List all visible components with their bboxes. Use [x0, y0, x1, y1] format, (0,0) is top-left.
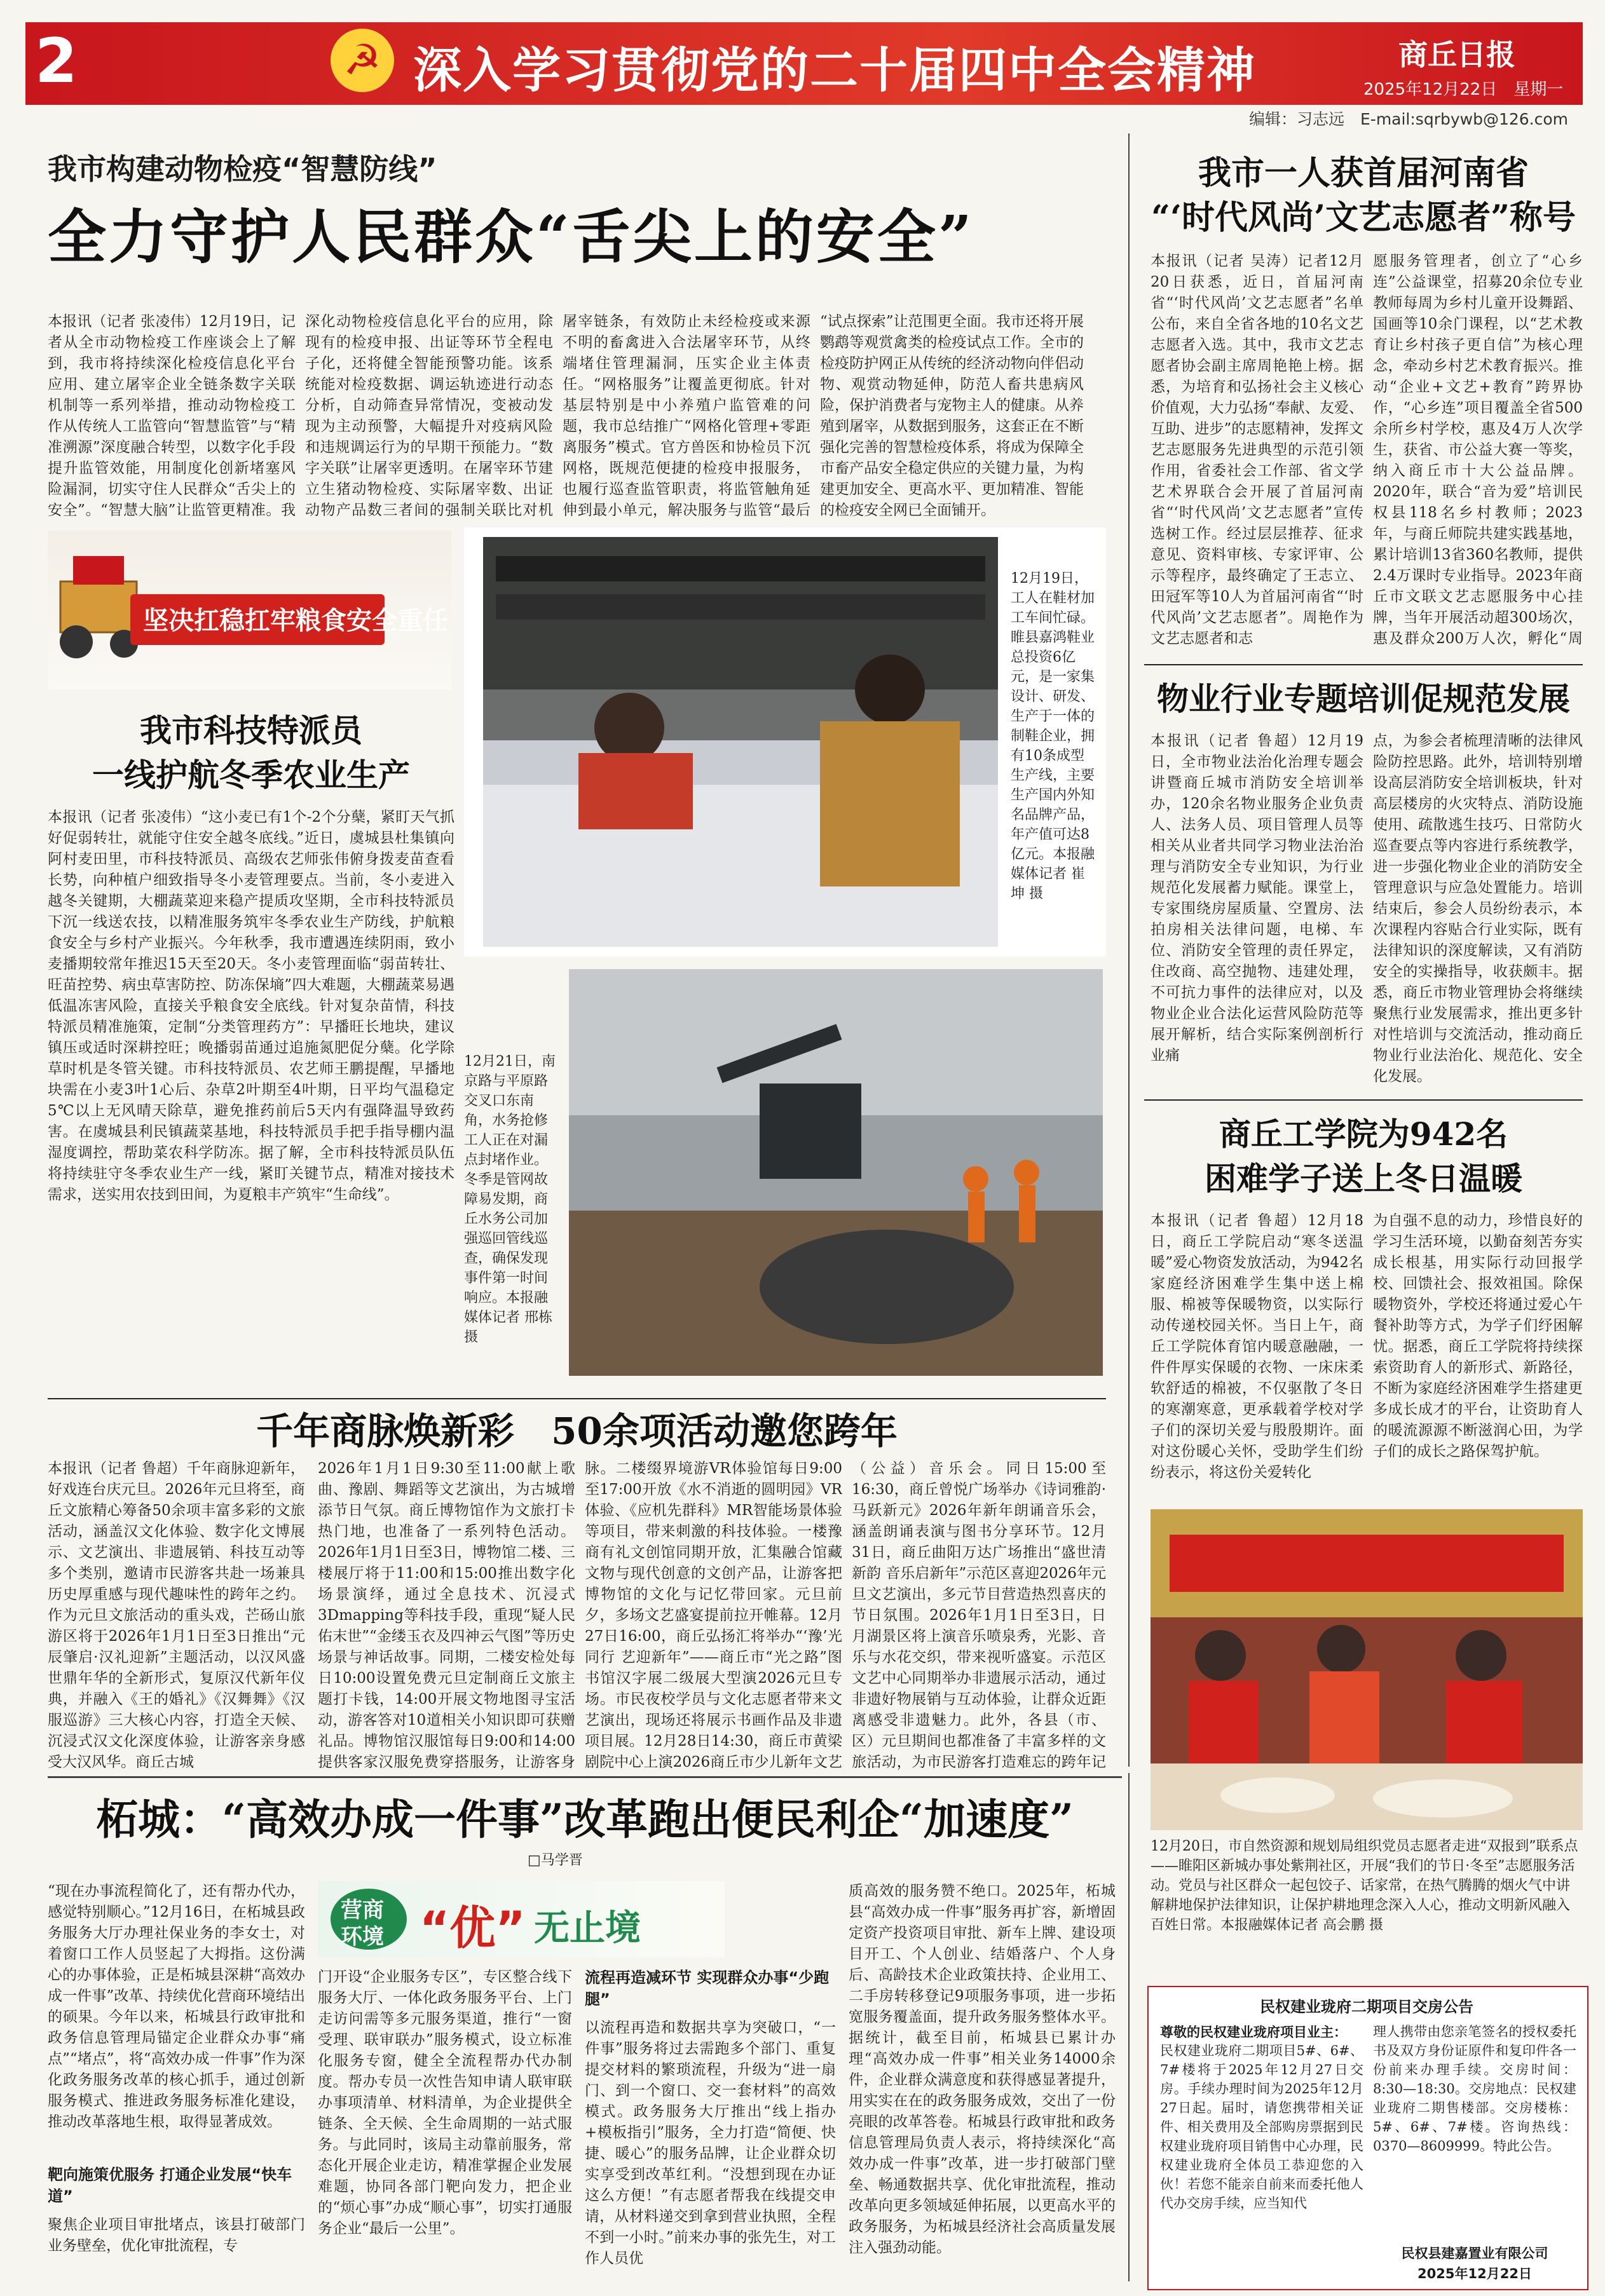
article-column: 本报讯（记者 鲁超）12月18日，商丘工学院启动“寒冬送温暖”爱心物资发放活动，为942名家庭经济困难学生集中送上棉服、棉被等保暖物资，以实际行动传递校园关怀。当日上午，商丘工学院体育馆内暖意融融，一件件厚实保暖的衣物、一床床柔软舒适的棉被，不仅驱散了冬日的寒潮寒意，更承载着学校对学子们的深切关爱与殷殷期许。面对这份暖心关怀，受助学生们纷纷表示，将这份关爱转化	[1151, 1213, 1363, 1481]
article-subheading: 靶向施策优服务 打通企业发展“快车道”	[48, 2166, 292, 2205]
byline: □马学晋	[528, 1852, 583, 1868]
photo-caption: 12月20日，市自然资源和规划局组织党员志愿者走进“双报到”联系点——睢阳区新城办事处紫荆社区，开展“我们的节日·冬至”志愿服务活动。党员与社区群众一起包饺子、话家常，在热气腾腾的烟火气中讲解耕地保护法律知识，让保护耕地理念深入人心，推动文明新风融入百姓日常。本报融媒体记者 高会鹏 摄	[1151, 1838, 1578, 1933]
photo-caption: 12月21日，南京路与平原路交叉口东南角，水务抢修工人正在对漏点封堵作业。冬季是管网故障易发期，商丘水务公司加强巡回管线巡查，确保发现事件第一时间响应。本报融媒体记者 邢栋 摄	[464, 1054, 556, 1345]
article-column: 愿服务管理者，创立了“心乡连”公益课堂，招募20余位专业教师每周为乡村儿童开设舞蹈、国画等10余门课程，以“艺术教育让乡村孩子更自信”为核心理念，牵动乡村艺术教育振兴。推动“企业+文艺+教育”跨界协作，“心乡连”项目覆盖全省500余所乡村学校，惠及4万人次学生，获省、市公益大赛一等奖，纳入商丘市十大公益品牌。2020年，联合“音为爱”培训民权县118名乡村教师；2023年，与商丘师院共建实践基地，累计培训13省360名教师，提供2.4万课时专业指导。2023年商丘市文联文艺志愿服务中心挂牌，当年开展活动超300场次，惠及群众200万人次，孵化“周	[1373, 253, 1583, 647]
article-column: （公益）音乐会。同日15:00至16:30，商丘曾悦广场举办《诗词雅韵·马跃新元》2026年新年朗诵音乐会，涵盖朗诵表演与图书分享环节。12月31日，商丘曲阳万达广场推出“盛世清新韵 音乐启新年”示范区喜迎2026年元旦文艺演出，多元节目营造热烈喜庆的节日氛围。2026年1月1日至3日，日月湖景区将上演音乐喷泉秀，光影、音乐与水花交织，带来视听盛宴。示范区文艺中心同期举办非遗展示活动，通过非遗好物展销与互动体验，让群众近距离感受非遗魅力。此外，各县（市、区）元旦期间也都准备了丰富多样的文旅活动，为市民游客打造难忘的跨年记	[852, 1460, 1106, 1770]
logo-text-tail: 无止境	[534, 1908, 641, 1949]
party-emblem-icon: ☭	[331, 29, 394, 92]
section-divider	[48, 1776, 1122, 1778]
article-column: 门开设“企业服务专区”，专区整合线下服务大厅、一体化政务服务平台、上门走访问需等多元服务渠道，推行“一窗受理、联审联办”服务模式，设立标准化服务专窗，健全全流程帮办代办制度。帮办专员一次性告知申请人联审联办事项清单、材料清单，为企业提供全链条、全天候、全生命周期的一站式服务。与此同时，该局主动靠前服务，常态化开展企业走访，精准掌握企业发展难题，协同各部门靶向发力，把企业的“烦心事”办成“顺心事”，切实打通服务企业“最后一公里”。	[318, 1969, 572, 2237]
logo-text-line1: 营商	[341, 1898, 384, 1923]
article-column: “现在办事流程简化了，还有帮办代办，感觉特别顺心。”12月16日，在柘城县政务服务大厅办理社保业务的李女士，对着窗口工作人员竖起了大拇指。这份满心的办事体验，正是柘城县深耕“高效办成一件事”改革、持续优化营商环境结出的硕果。今年以来，柘城县行政审批和政务信息管理局锚定企业群众办事“痛点”“堵点”，将“高效办成一件事”作为深化政务服务改革的核心抓手，通过创新服务模式、推进政务服务标准化建设，推动改革落地生根，取得显著成效。	[48, 1883, 305, 2130]
logo-highlight: “优”	[420, 1901, 526, 1955]
editor-credit: 编辑：习志远 E-mail:sqrbywb@126.com	[1249, 110, 1569, 128]
section-divider	[1144, 664, 1583, 665]
section-divider	[1144, 1099, 1583, 1101]
story-headline: 我市科技特派员	[140, 712, 362, 749]
story-headline: 全力守护人民群众“舌尖上的安全”	[48, 203, 974, 271]
article-column: 聚焦企业项目审批堵点，该县打破部门业务壁垒，优化审批流程，专	[48, 2217, 305, 2254]
page-number: 2	[35, 25, 78, 97]
article-column: 脉。二楼缀界境游VR体验馆每日9:00至17:00开放《水不消逝的圆明园》VR体验、《应机先群科》MR智能场景体验等项目，带来刺激的科技体验。一楼豫商有礼文创馆同期开放，汇集融合馆藏文物与现代创意的文创产品，让游客把博物馆的文化与记忆带回家。元旦前夕，多场文艺盛宴提前拉开帷幕。12月27日16:00，商丘弘扬汇将举办“‘豫’光同行 艺迎新年”——商丘市“光之路”图书馆汉字展二级展大型演2026元旦专场。市民夜校学员与文化志愿者带来文艺演出，现场还将展示书画作品及非遗项目展。12月28日14:30，商丘市黄梁剧院中心上演2026商丘市少儿新年文艺	[585, 1460, 842, 1770]
story-subheadline: 困难学子送上冬日温暖	[1205, 1160, 1522, 1197]
dumplings-volunteer-photo	[1151, 1509, 1583, 1830]
notice-column: 理人携带由您亲笔签名的授权委托书及双方身份证原件和复印件各一份前来办理手续。交房时间：8:30—18:30。交房地点：民权建业珑府二期售楼部。交房楼栋：5#、6#、7#楼。咨询热线：0370—8609999。特此公告。	[1373, 2024, 1576, 2154]
excavator-photo	[569, 969, 1103, 1376]
article-column: “试点探索”让范围更全面。我市还将开展鹦鹉等观赏禽类的检疫试点工作。全市的检疫防护网正从传统的经济动物向伴侣动物、观赏动物延伸，防范人畜共患病风险，保护消费者与宠物主人的健康。从养殖到屠宰，从数据到服务，这套正在不断强化完善的智慧检疫体系，将成为保障全市畜产品安全稳定供应的关键力量，为构建更加安全、更高水平、更加精准、智能的检疫安全网已全面铺开。	[820, 313, 1084, 519]
article-column: 质高效的服务赞不绝口。2025年，柘城县“高效办成一件事”服务再扩容，新增固定资产投资项目审批、新车上牌、建设项目开工、个人创业、结婚落户、个人身后、高龄技术企业政策扶持、企业用工、二手房转移登记9项服务事项，进一步拓宽服务覆盖面，提升政务服务整体水平。据统计，截至目前，柘城县已累计办理“高效办成一件事”相关业务14000余件，企业群众满意度和获得感显著提升，用实实在在的政务服务成效，交出了一份亮眼的改革答卷。柘城县行政审批和政务信息管理局负责人表示，将持续深化“高效办成一件事”改革，进一步打破部门壁垒、畅通数据共享、优化审批流程，推动改革向更多领域延伸拓展，以更高水平的政务服务，为柘城县经济社会高质量发展注入强劲动能。	[849, 1883, 1116, 2256]
story-subheadline: “‘时代风尚’文艺志愿者”称号	[1151, 198, 1576, 237]
notice-column: 民权建业珑府二期项目5#、6#、7#楼将于2025年12月27日交房。手续办理时间为2025年12月27日起。届时，请您携带相关证件、相关费用及全部购房票据到民权建业珑府项目销售中心办理，民权建业珑府全体员工恭迎您的入伙！若您不能亲自前来而委托他人代办交房手续，应当知代	[1160, 2043, 1363, 2211]
shoe-factory-photo	[483, 537, 998, 947]
article-column: 本报讯（记者 吴涛）记者12月20日获悉，近日，首届河南省“‘时代风尚’文艺志愿者”名单公布，来自全省各地的10名文艺志愿者入选。其中，我市文艺志愿者协会副主席周艳艳上榜。据悉，为培育和弘扬社会主义核心价值观，大力弘扬“奉献、友爱、互助、进步”的志愿精神，发挥文艺志愿服务先进典型的示范引领作用，省委社会工作部、省文学艺术界联合会开展了首届河南省“‘时代风尚’文艺志愿者”宣传选树工作。经过层层推荐、征求意见、资料审核、专家评审、公示等程序，最终确定了王志立、田冠军等10人为首届河南省“‘时代风尚’文艺志愿者”。周艳作为文艺志愿者和志	[1151, 253, 1363, 647]
article-column: 屠宰链条，有效防止未经检疫或来源不明的畜禽进入合法屠宰环节，从终端堵住管理漏洞，压实企业主体责任。“网格服务”让覆盖更彻底。针对基层特别是中小养殖户监管难的问题，我市总结推广“网格化管理+零距离服务”模式。官方兽医和协检员下沉网格，既规范便捷的检疫申报服务，也履行巡查监管职责，将监管触角延伸到最小单元，解决服务与监管“最后	[563, 313, 810, 519]
story-subheadline: 一线护航冬季农业生产	[92, 756, 410, 794]
story-headline: 柘城：“高效办成一件事”改革跑出便民利企“加速度”	[96, 1795, 1074, 1844]
article-column: 本报讯（记者 张凌伟）12月19日，记者从全市动物检疫工作座谈会上了解到，我市将持续深化检疫信息化平台应用、建立屠宰企业全链条数字关联机制等一系列举措，推动动物检疫工作从传统人工监管向“智慧监管”与“精准溯源”深度融合转型，以数字化手段提升监管效能，用制度化创新堵塞风险漏洞，切实守住人民群众“舌尖上的安全”。“智慧大脑”让监管更精准。我	[48, 313, 296, 519]
article-column: 为自强不息的动力，珍惜良好的学习生活环境，以勤奋刻苦夯实成长根基，用实际行动回报学校、回馈社会、报效祖国。除保暖物资外，学校还将通过爱心午餐补助等方式，为学子们纾困解忧。据悉，商丘工学院将持续探索资助育人的新形式、新路径，不断为家庭经济困难学生搭建更多成长成才的平台，让资助育人的暖流源源不断滋润心田，为学子们的成长之路保驾护航。	[1373, 1213, 1583, 1460]
story-headline: 我市一人获首届河南省	[1198, 154, 1529, 193]
column-divider	[1128, 1773, 1130, 2281]
issue-date: 2025年12月22日 星期一	[1363, 80, 1564, 99]
notice-date: 2025年12月22日	[1417, 2266, 1532, 2281]
article-column: 2026年1月1日9:30至11:00献上歌曲、豫剧、舞蹈等文艺演出，为古城增添节日气氛。商丘博物馆作为文旅打卡热门地，也准备了一系列特色活动。2026年1月1日至3日，博物馆二楼、三楼展厅将于11:00和15:00推出数字化场景演绎，通过全息技术、沉浸式3Dmapping等科技手段，重现“疑人民佑末世”“金缕玉衣及四神云气图”等历史场景与神话故事。同期，二楼安检处每日10:00设置免费元旦定制商丘文旅主题打卡钱，14:00开展文物地图寻宝活动，游客答对10道相关小知识即可获赠礼品。博物馆汉服馆每日9:00和14:00提供客家汉服免费穿搭服务，让游客身	[318, 1460, 575, 1770]
notice-salutation: 尊敬的民权建业珑府项目业主：	[1160, 2025, 1347, 2040]
notice-title: 民权建业珑府二期项目交房公告	[1260, 1998, 1473, 2016]
grain-logo-text: 坚决扛稳扛牢粮食安全重任	[143, 606, 448, 635]
column-divider	[1128, 133, 1130, 1767]
article-column: 本报讯（记者 鲁超）千年商脉迎新年，好戏连台庆元旦。2026年元旦将至，商丘文旅精心筹备50余项丰富多彩的文旅活动，涵盖汉文化体验、数字化文博展示、文艺演出、非遗展销、科技互动等多个类别，邀请市民游客共赴一场兼具历史厚重感与现代趣味性的跨年之约。作为元旦文旅活动的重头戏，芒砀山旅游区将于2026年1月1日至3日推出“元辰肇启·汉礼迎新”主题活动，以汉风盛世鼎年华的全新形式，复原汉代新年仪典，并融入《王的婚礼》《汉舞舞》《汉服巡游》三大核心内容，打造全天候、沉浸式汉文化深度体验，让游客亲身感受大汉风华。商丘古城	[48, 1460, 305, 1770]
article-column: 以流程再造和数据共享为突破口，“一件事”服务将过去需跑多个部门、重复提交材料的繁琐流程，升级为“进一扇门、到一个窗口、交一套材料”的高效模式。政务服务大厅推出“线上指办+模板指引”服务，全力打造“简便、快捷、暖心”的服务品牌，让企业群众切实享受到改革红利。“没想到现在办证这么方便！”有志愿者帮我在线提交申请，从材料递交到拿到营业执照，全程不到一小时。”前来办事的张先生，对工作人员优	[585, 2020, 836, 2267]
logo-text-line2: 环境	[341, 1924, 384, 1950]
article-column: 本报讯（记者 张凌伟）“这小麦已有1个-2个分蘖，紧盯天气抓好促弱转壮，就能守住安全越冬底线。”近日，虞城县杜集镇向阿村麦田里，市科技特派员、高级农艺师张伟俯身拨麦苗查看长势，向种植户细致指导冬小麦管理要点。当前，冬小麦进入越冬关键期，大棚蔬菜迎来稳产提质攻坚期，全市科技特派员下沉一线送农技，以精准服务筑牢冬季农业生产防线，护航粮食安全与乡村产业振兴。今年秋季，我市遭遇连续阴雨，致小麦播期较常年推迟15天至20天。冬小麦管理面临“弱苗转壮、旺苗控势、病虫草害防控、防冻保墒”四大难题，大棚蔬菜易遇低温冻害风险，直接关乎粮食安全底线。针对复杂苗情，科技特派员精准施策，定制“分类管理药方”：早播旺长地块，建议镇压或适时深耕控旺；晚播弱苗通过追施氮肥促分蘖。化学除草时机是冬管关键。市科技特派员、农艺师王鹏提醒，早播地块需在小麦3叶1心后、杂草2叶期至4叶期，日平均气温稳定5℃以上无风晴天除草，避免推药前后5天内有强降温导致药害。在虞城县利民镇蔬菜基地，科技特派员手把手指导棚内温湿度调控，帮助菜农科学防冻。据了解，全市科技特派员队伍将持续驻守冬季农业生产一线，紧盯关键节点，精准对接技术需求，送实用农技到田间，为夏粮丰产筑牢“生命线”。	[48, 809, 454, 1203]
photo-frame	[464, 969, 1106, 1382]
article-subheading: 流程再造减环节 实现群众办事“少跑腿”	[585, 1969, 830, 2008]
article-column: 本报讯（记者 鲁超）12月19日，全市物业法治化治理专题会讲暨商丘城市消防安全培训举办，120余名物业服务企业负责人、法务人员、项目管理人员等相关从业者共同学习物业法治治理与消防安全专业知识，为行业规范化发展蓄力赋能。课堂上，专家围绕房屋质量、空置房、法拍房相关法律问题，电梯、车位、消防安全管理的责任界定，住改商、高空抛物、违建处理，不可抗力事件的法律应对，以及物业企业合法化运营风险防范等展开解析，结合实际案例剖析行业痛	[1151, 733, 1363, 1064]
story-headline: 千年商脉焕新彩 50余项活动邀您跨年	[256, 1410, 898, 1453]
article-column: 深化动物检疫信息化平台的应用，除现有的检疫申报、出证等环节全程电子化，还将健全智能预警功能。该系统能对检疫数据、调运轨迹进行动态分析，自动筛查异常情况，变被动发现为主动预警，大幅提升对疫病风险和违规调运行为的早期干预能力。“数字关联”让屠宰更透明。在屠宰环节建立生猪动物检疫、实际屠宰数、出证动物产品数三者间的强制关联比对机	[305, 313, 553, 519]
newspaper-name: 商丘日报	[1398, 37, 1515, 72]
section-banner-title: 深入学习贯彻党的二十届四中全会精神	[413, 42, 1256, 98]
photo-frame	[464, 527, 1106, 956]
notice-company: 民权县建嘉置业有限公司	[1401, 2246, 1548, 2261]
story-headline: 物业行业专题培训促规范发展	[1157, 680, 1570, 717]
photo-caption: 12月19日，工人在鞋材加工车间忙碌。睢县嘉鸿鞋业总投资6亿元，是一家集设计、研发、生产于一体的制鞋企业，拥有10条成型生产线，主要生产国内外知名品牌产品，年产值可达8亿元。本报融媒体记者 崔坤 摄	[1011, 571, 1095, 902]
section-divider	[48, 1398, 1106, 1399]
business-environment-logo	[318, 1881, 725, 1957]
article-column: 点，为参会者梳理清晰的法律风险防控思路。此外，培训特别增设高层消防安全培训板块，针对高层楼房的火灾特点、消防设施使用、疏散逃生技巧、日常防火巡查要点等内容进行系统教学，进一步强化物业企业的消防安全管理意识与应急处置能力。培训结束后，参会人员纷纷表示，本次课程内容贴合行业实际，既有法律知识的深度解读，又有消防安全的实操指导，收获颇丰。据悉，商丘市物业管理协会将继续聚焦行业发展需求，推出更多针对性培训与交流活动，推动商丘物业行业法治化、规范化、安全化发展。	[1373, 733, 1583, 1085]
story-kicker: 我市构建动物检疫“智慧防线”	[48, 152, 437, 186]
story-headline: 商丘工学院为942名	[1219, 1115, 1508, 1153]
